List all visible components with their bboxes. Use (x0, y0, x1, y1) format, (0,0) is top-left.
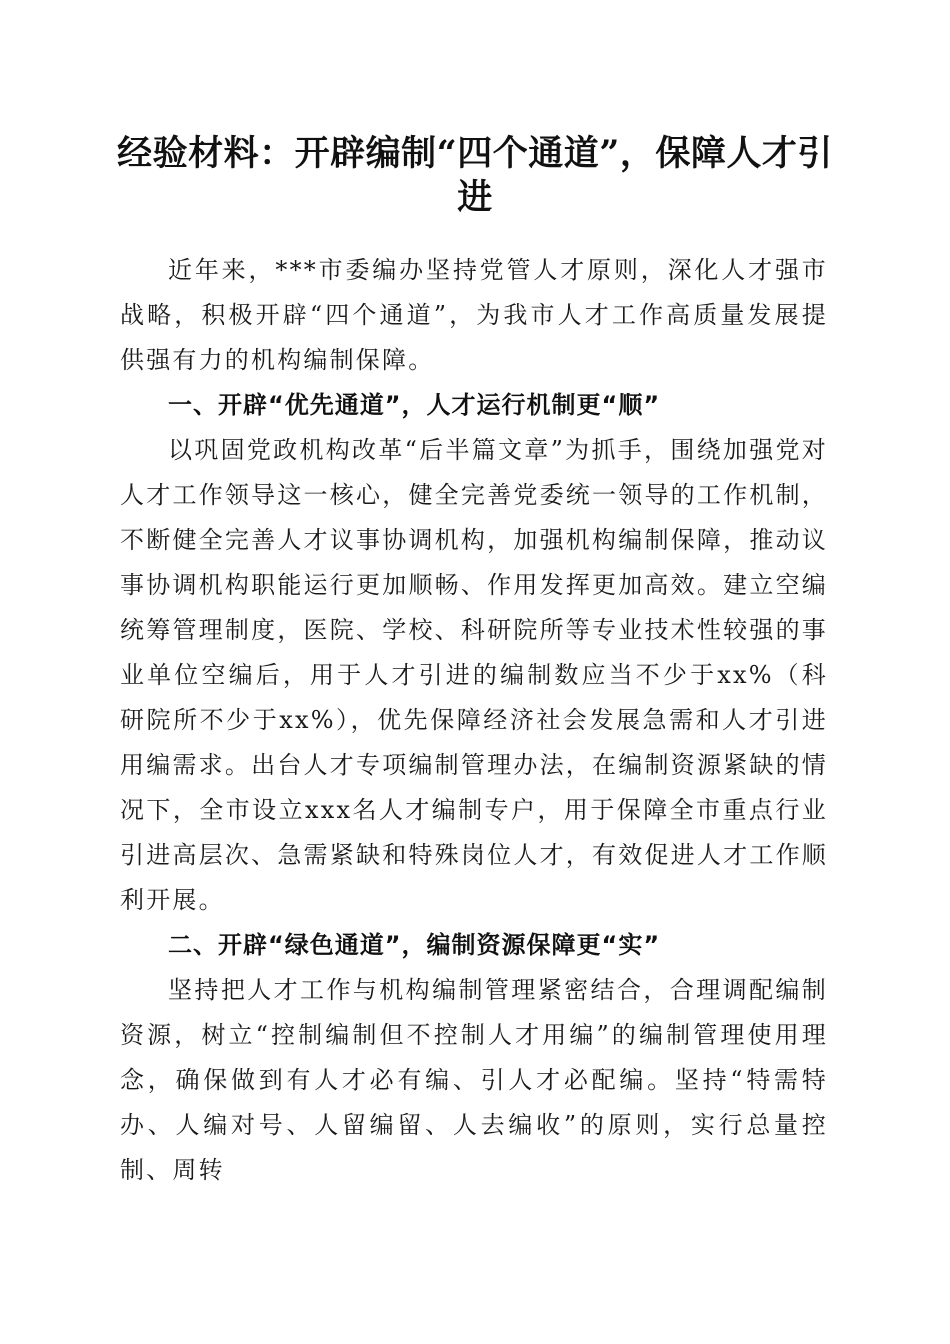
section-1-paragraph: 以巩固党政机构改革“后半篇文章”为抓手，围绕加强党对人才工作领导这一核心，健全完善党委统一领导的工作机制，不断健全完善人才议事协调机构，加强机构编制保障，推动议事协调机构职能运行更加顺畅、作用发挥更加高效。建立空编统筹管理制度，医院、学校、科研院所等专业技术性较强的事业单位空编后，用于人才引进的编制数应当不少于xx%（科研院所不少于xx%），优先保障经济社会发展急需和人才引进用编需求。出台人才专项编制管理办法，在编制资源紧缺的情况下，全市设立xxx名人才编制专户，用于保障全市重点行业引进高层次、急需紧缺和特殊岗位人才，有效促进人才工作顺利开展。 (120, 436, 828, 914)
intro-paragraph: 近年来，***市委编办坚持党管人才原则，深化人才强市战略，积极开辟“四个通道”，为我市人才工作高质量发展提供强有力的机构编制保障。 (120, 256, 828, 374)
section-2-paragraph: 坚持把人才工作与机构编制管理紧密结合，合理调配编制资源，树立“控制编制但不控制人才用编”的编制管理使用理念，确保做到有人才必有编、引人才必配编。坚持“特需特办、人编对号、人留编留、人去编收”的原则，实行总量控制、周转 (120, 976, 828, 1184)
document-body (120, 248, 828, 1193)
section-2-heading: 二、开辟“绿色通道”，编制资源保障更“实” (168, 931, 661, 959)
document-title: 经验材料：开辟编制“四个通道”，保障人才引进 (117, 133, 833, 218)
section-1-heading: 一、开辟“优先通道”，人才运行机制更“顺” (168, 391, 661, 419)
